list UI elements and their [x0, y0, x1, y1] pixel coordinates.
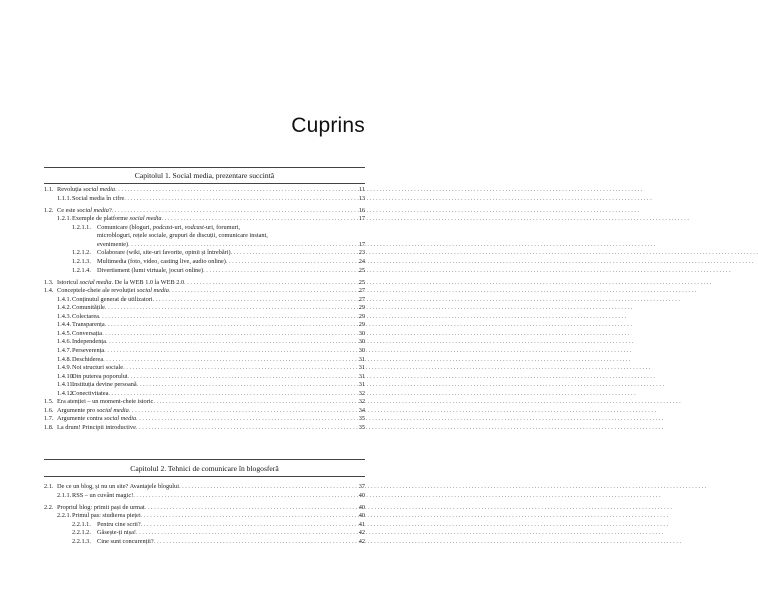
toc-entry	[44, 521, 365, 530]
toc-entry-text: Cine sunt concurenții?	[97, 537, 154, 545]
toc-entry-text: Social media în cifre	[72, 194, 125, 202]
toc-entry-number: 2.2.1.3.	[72, 537, 91, 545]
dot-leader	[141, 521, 668, 530]
toc-entry-number: 1.2.1.1.	[72, 223, 91, 231]
toc-entry	[44, 330, 365, 339]
toc-entry-number: 1.4.3.	[57, 312, 72, 320]
toc-entry-text: Argumente pro social media	[57, 406, 129, 414]
toc-entry-page: 29	[358, 304, 365, 312]
dot-leader	[128, 241, 655, 250]
toc-entry	[44, 373, 365, 382]
toc-entry-page: 31	[358, 355, 365, 363]
toc-entry-page: 30	[358, 347, 365, 355]
toc-entry	[44, 215, 365, 224]
toc-entry-page: 35	[358, 415, 365, 423]
toc-entry-number: 1.4.4.	[57, 321, 72, 329]
toc-entry-page: 29	[358, 312, 365, 320]
toc-entry-text: Conversația	[72, 329, 103, 337]
dot-leader	[133, 492, 660, 501]
toc-entry-page: 23	[358, 249, 365, 257]
toc-entry-text: Propriul blog: primii pași de urmat	[57, 503, 145, 511]
toc-entry-number: 1.1.1.	[57, 194, 72, 202]
toc-entry-number: 1.4.9.	[57, 364, 72, 372]
toc-entry-number: 1.6.	[44, 406, 54, 414]
toc-entry-number: 1.2.1.3.	[72, 257, 91, 265]
toc-entry-text: Instituția devine persoană	[72, 381, 137, 389]
toc-entry	[44, 338, 365, 347]
dot-leader	[124, 195, 651, 204]
toc-entry-text: Comunitățile	[72, 304, 105, 312]
toc-entry-number: 2.2.1.2.	[72, 529, 91, 537]
toc-entry-page: 17	[358, 240, 365, 248]
dot-leader	[137, 381, 664, 390]
dot-leader	[162, 215, 689, 224]
toc-entry	[44, 512, 365, 521]
toc-entry-page: 16	[358, 206, 365, 214]
toc-entry-number: 1.4.12.	[57, 389, 75, 397]
toc-entry-number: 2.1.1.	[57, 491, 72, 499]
toc-entry-number: 2.2.1.	[57, 512, 72, 520]
toc-entry	[44, 207, 365, 216]
toc-entry-number: 2.2.	[44, 503, 54, 511]
toc-entry-text: De ce un blog, și nu un site? Avantajele blogului	[57, 483, 179, 490]
toc-entry-text: Argumente contra social media	[57, 415, 137, 423]
toc-entry	[44, 321, 365, 330]
toc-entry-number: 1.7.	[44, 415, 54, 423]
toc-entry-text: Divertisment (lumi virtuale, jocuri online)	[97, 266, 204, 274]
dot-leader	[112, 207, 639, 216]
toc-entry-page: 31	[358, 381, 365, 389]
toc-entry-number: 2.1.	[44, 483, 54, 490]
toc-entry-text: Conținutul generat de utilizatori	[72, 295, 153, 303]
dot-leader	[226, 258, 753, 267]
toc-entry-text: La drum! Principii introductive	[57, 423, 136, 431]
toc-entry-page: 30	[358, 329, 365, 337]
toc-entry	[44, 186, 365, 195]
dot-leader	[108, 390, 635, 399]
chapter-1-rule-top	[44, 167, 365, 168]
dot-leader	[203, 267, 730, 276]
toc-entry-number: 2.2.1.1.	[72, 520, 91, 528]
toc-entry	[44, 267, 365, 276]
toc-entry-text: evenimente)	[97, 240, 129, 248]
toc-entry-page: 29	[358, 321, 365, 329]
dot-leader	[179, 483, 706, 492]
toc-entry-number: 1.1.	[44, 186, 54, 193]
toc-entry	[44, 249, 365, 258]
toc-entry-number: 1.2.	[44, 206, 54, 214]
toc-entry-text: Deschiderea	[72, 355, 104, 363]
toc-entry	[44, 424, 365, 433]
toc-entry-text: Istoricul social media. De la WEB 1.0 la WEB 2.0	[57, 278, 185, 286]
dot-leader	[153, 398, 680, 407]
dot-leader	[145, 504, 672, 513]
toc-entry-page: 24	[358, 257, 365, 265]
toc-entry-text: Transparența	[72, 321, 105, 329]
chapter-2-title: Capitolul 2. Tehnici de comunicare în blogosferă	[130, 464, 279, 473]
toc-entry-number: 1.4.11.	[57, 381, 75, 389]
dot-leader	[103, 356, 630, 365]
toc-entry	[44, 364, 365, 373]
dot-leader	[169, 287, 696, 296]
toc-entry	[44, 398, 365, 407]
toc-entry	[44, 304, 365, 313]
toc-entry	[44, 407, 365, 416]
toc-entry-text: Multimedia (foto, video, casting live, audio online)	[97, 257, 226, 265]
dot-leader	[136, 424, 663, 433]
toc-entry-page: 30	[358, 338, 365, 346]
toc-entry-page: 42	[358, 537, 365, 545]
dot-leader	[231, 249, 758, 258]
toc-entry	[44, 195, 365, 204]
toc-entry-page: 40	[358, 491, 365, 499]
toc-entry-page: 42	[358, 529, 365, 537]
toc-entry-page: 27	[358, 295, 365, 303]
toc-entry-page: 40	[358, 512, 365, 520]
toc-entry	[44, 538, 365, 547]
toc-entry-number: 1.8.	[44, 423, 54, 431]
toc-entry-number: 1.2.1.2.	[72, 249, 91, 257]
toc-entry-page: 25	[358, 278, 365, 286]
toc-entry-page: 41	[358, 520, 365, 528]
toc-entry-text: Ce este social media?	[57, 206, 112, 214]
toc-entry	[44, 415, 365, 424]
toc-entry	[44, 356, 365, 365]
toc-entry-page: 31	[358, 372, 365, 380]
toc-entry	[44, 347, 365, 356]
toc-entry-page: 35	[358, 423, 365, 431]
chapter-2-rule-bottom	[44, 476, 365, 477]
dot-leader	[105, 321, 632, 330]
toc-entry-page: 34	[358, 406, 365, 414]
dot-leader	[154, 538, 681, 547]
toc-entry-number: 1.4.6.	[57, 338, 72, 346]
toc-entry-number: 1.2.1.4.	[72, 266, 91, 274]
dot-leader	[136, 415, 663, 424]
toc-entry-text: Perseverența	[72, 347, 105, 355]
toc-entry	[44, 529, 365, 538]
toc-entry-text: Conectivitatea	[72, 389, 109, 397]
toc-entry-page: 37	[358, 483, 365, 490]
toc-entry	[44, 296, 365, 305]
toc-entry-text: Din puterea poporului	[72, 372, 128, 380]
dot-leader	[129, 407, 656, 416]
toc-entry-page: 32	[358, 398, 365, 406]
dot-leader	[153, 296, 680, 305]
toc-entry-text: RSS – un cuvânt magic!	[72, 491, 134, 499]
dot-leader	[115, 186, 642, 195]
toc-entry	[44, 224, 365, 233]
toc-entry-number: 1.4.10.	[57, 372, 75, 380]
dot-leader	[106, 338, 633, 347]
dot-leader	[105, 304, 632, 313]
dot-leader	[184, 279, 711, 288]
toc-entry-page: 27	[358, 287, 365, 295]
toc-entry-number: 1.4.7.	[57, 347, 72, 355]
toc-entry	[44, 504, 365, 513]
dot-leader	[104, 347, 631, 356]
toc-entry-number: 1.4.8.	[57, 355, 72, 363]
page-title: Cuprins	[291, 114, 365, 137]
toc-entry-number: 1.4.2.	[57, 304, 72, 312]
dot-leader	[141, 512, 668, 521]
dot-leader	[123, 364, 650, 373]
chapter-2-toc	[44, 483, 365, 546]
toc-entry-page: 13	[358, 194, 365, 202]
chapter-1-rule-bottom	[44, 183, 365, 184]
dot-leader	[136, 529, 663, 538]
toc-entry-number: 1.4.5.	[57, 329, 72, 337]
toc-entry-number: 1.5.	[44, 398, 54, 406]
toc-entry-text: Era atenției – un moment-cheie istoric	[57, 398, 154, 406]
dot-leader	[128, 373, 655, 382]
toc-entry-text: Găsește-ți nișa!	[97, 529, 136, 537]
toc-entry-number: 1.4.	[44, 287, 54, 295]
toc-entry-page: 40	[358, 503, 365, 511]
toc-entry-text: microbloguri, rețele sociale, grupuri de discuții, comunicare instant,	[97, 232, 268, 240]
toc-entry-text: Independența	[72, 338, 106, 346]
toc-entry	[44, 313, 365, 322]
dot-leader	[102, 330, 629, 339]
chapter-2-rule-top	[44, 459, 365, 460]
toc-entry-text: Exemple de platforme social media	[72, 215, 162, 223]
toc-entry	[44, 258, 365, 267]
toc-entry	[44, 287, 365, 296]
chapter-1-toc	[44, 186, 365, 433]
toc-entry-text: Colectarea	[72, 312, 99, 320]
toc-entry-text: Primul pas: studierea pieței	[72, 512, 141, 520]
toc-entry-text: Comunicare (bloguri, podcast-uri, vodcast-uri, forumuri,	[97, 223, 241, 231]
toc-entry-page: 25	[358, 266, 365, 274]
toc-entry-text: Conceptele-cheie ale revoluției social media	[57, 287, 169, 295]
toc-entry	[44, 483, 365, 492]
toc-entry	[44, 232, 365, 241]
toc-entry-text: Revoluția social media	[57, 186, 116, 193]
toc-entry-page: 32	[358, 389, 365, 397]
chapter-1-title: Capitolul 1. Social media, prezentare succintă	[134, 171, 275, 180]
toc-entry	[44, 241, 365, 250]
toc-entry-text: Colaborare (wiki, site-uri favorite, opinii și întrebări)	[97, 249, 231, 257]
toc-entry-number: 1.2.1.	[57, 215, 72, 223]
toc-entry-text: Noi structuri sociale	[72, 364, 124, 372]
toc-entry	[44, 279, 365, 288]
toc-entry	[44, 390, 365, 399]
toc-entry-number: 1.3.	[44, 278, 54, 286]
toc-entry-number: 1.4.1.	[57, 295, 72, 303]
toc-entry-text: Pentru cine scrii?	[97, 520, 141, 528]
toc-entry-page: 17	[358, 215, 365, 223]
toc-entry	[44, 381, 365, 390]
toc-entry-page: 11	[358, 186, 365, 193]
toc-entry	[44, 492, 365, 501]
toc-entry-page: 31	[358, 364, 365, 372]
